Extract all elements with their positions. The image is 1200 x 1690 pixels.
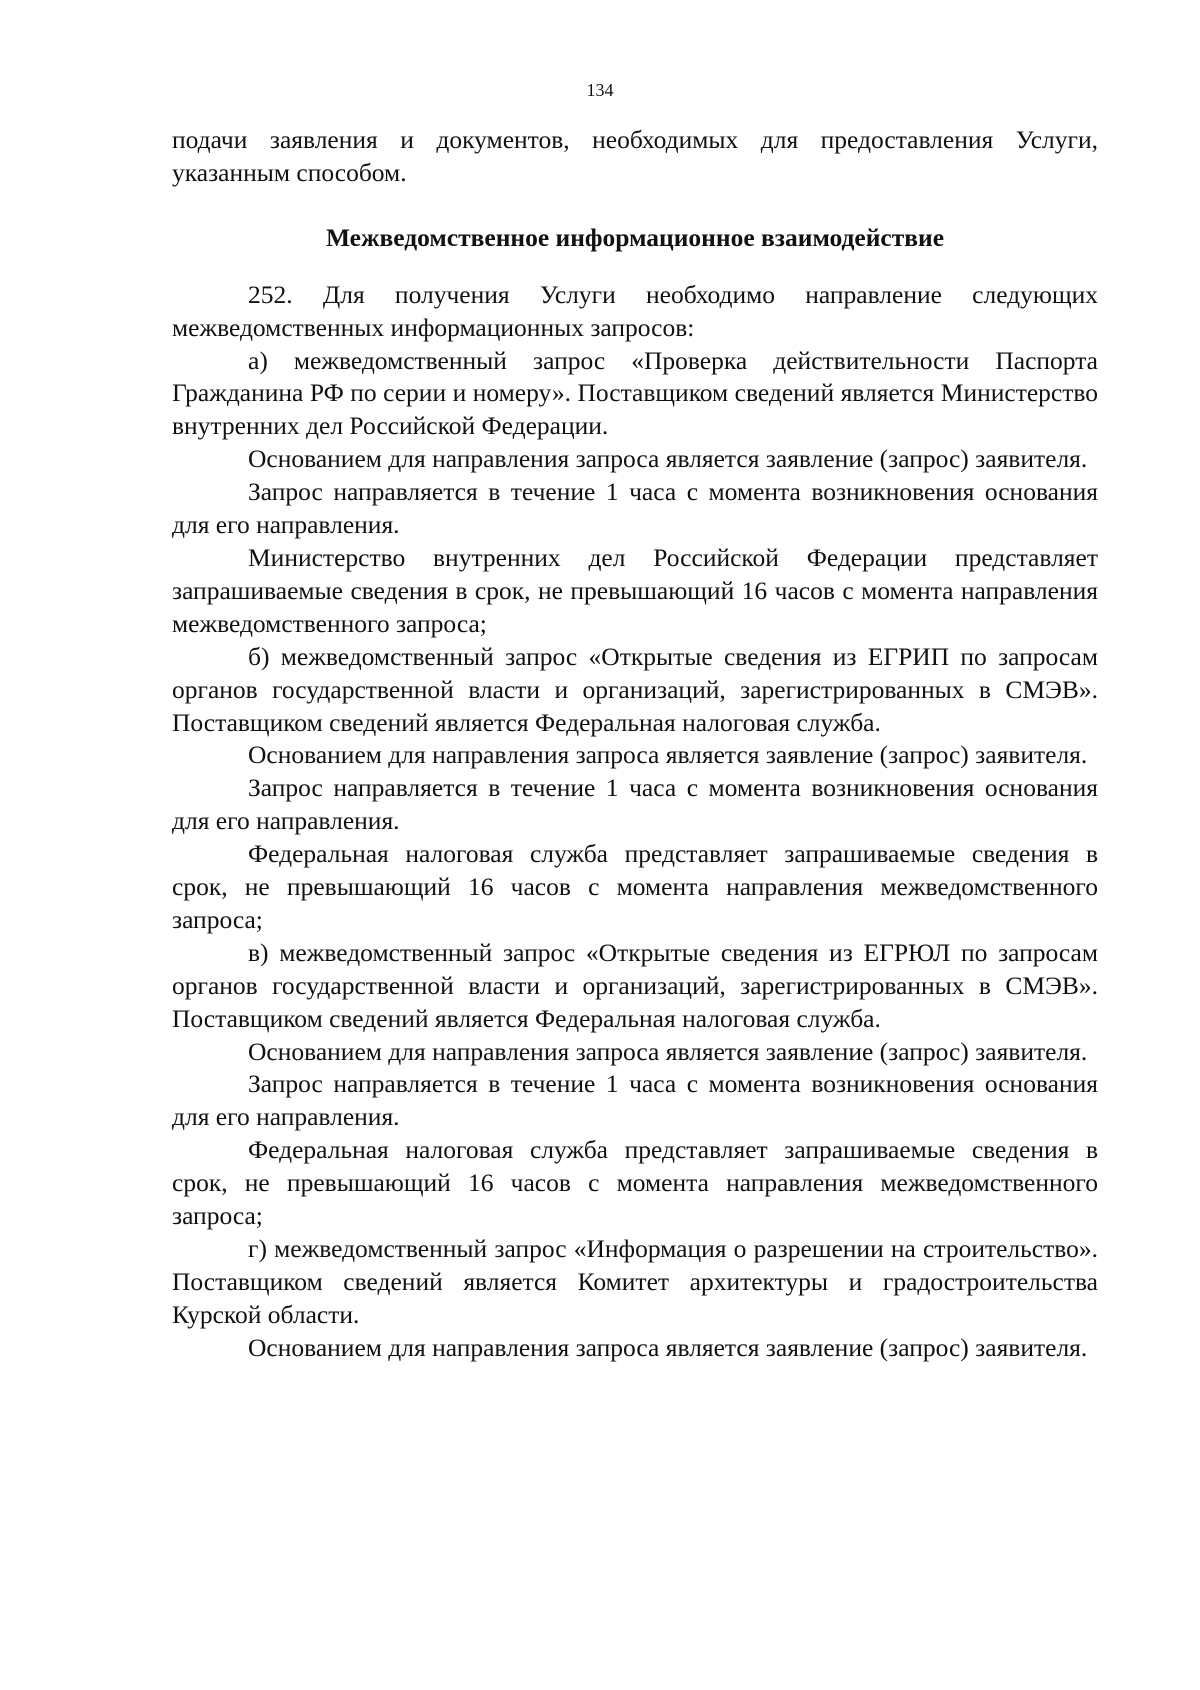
- paragraph-a-response: Министерство внутренних дел Российской Федерации представляет запрашиваемые сведения в срок, не превышающий 16 часов с момента направления межведомственного запроса;: [172, 542, 1098, 638]
- paragraph-item-g: г) межведомственный запрос «Информация о разрешении на строительство». Поставщиком сведений является Комитет архитектуры и градостроительства Курской области.: [172, 1234, 1098, 1329]
- section-heading: Межведомственное информационное взаимодействие: [325, 222, 945, 252]
- paragraph-v-timing: Запрос направляется в течение 1 часа с момента возникновения основания для его направления.: [172, 1069, 1098, 1132]
- page-number: 134: [586, 80, 614, 100]
- paragraph-item-v: в) межведомственный запрос «Открытые сведения из ЕГРЮЛ по запросам органов государственной власти и организаций, зарегистрированных в СМЭВ». Поставщиком сведений является Федеральная налоговая служба.: [172, 937, 1098, 1033]
- document-body: [172, 124, 1098, 1365]
- paragraph-v-basis: Основанием для направления запроса является заявление (запрос) заявителя.: [248, 1036, 1088, 1066]
- paragraph-item-b: б) межведомственный запрос «Открытые сведения из ЕГРИП по запросам органов государственной власти и организаций, зарегистрированных в СМЭВ». Поставщиком сведений является Федеральная налоговая служба.: [172, 641, 1098, 737]
- paragraph-252: 252. Для получения Услуги необходимо направление следующих межведомственных информационных запросов:: [172, 279, 1098, 342]
- paragraph-b-timing: Запрос направляется в течение 1 часа с момента возникновения основания для его направления.: [172, 773, 1098, 836]
- intro-paragraph: подачи заявления и документов, необходимых для предоставления Услуги, указанным способом.: [172, 125, 1098, 187]
- paragraph-b-response: Федеральная налоговая служба представляет запрашиваемые сведения в срок, не превышающий 16 часов с момента направления межведомственного запроса;: [172, 839, 1098, 934]
- paragraph-v-response: Федеральная налоговая служба представляет запрашиваемые сведения в срок, не превышающий 16 часов с момента направления межведомственного запроса;: [172, 1135, 1098, 1231]
- paragraph-g-basis: Основанием для направления запроса является заявление (запрос) заявителя.: [248, 1332, 1088, 1362]
- paragraph-item-a: а) межведомственный запрос «Проверка действительности Паспорта Гражданина РФ по серии и номеру». Поставщиком сведений является Министерство внутренних дел Российской Федерации.: [172, 345, 1098, 441]
- paragraph-a-timing: Запрос направляется в течение 1 часа с момента возникновения основания для его направления.: [172, 477, 1098, 540]
- paragraph-a-basis: Основанием для направления запроса является заявление (запрос) заявителя.: [248, 444, 1088, 474]
- paragraph-b-basis: Основанием для направления запроса является заявление (запрос) заявителя.: [248, 740, 1088, 770]
